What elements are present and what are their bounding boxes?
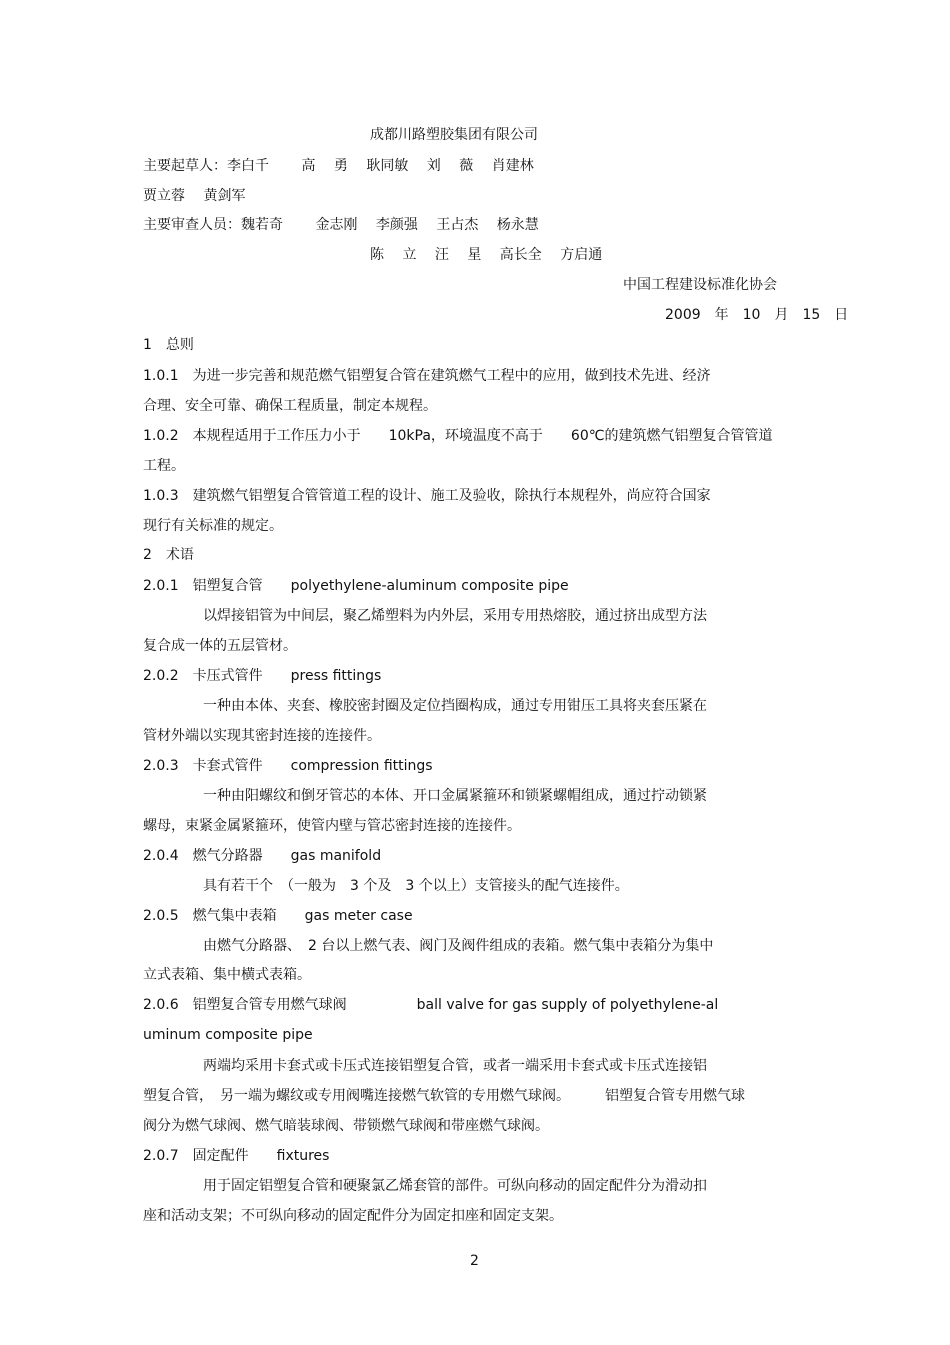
term-2-0-5-definition-cont: 立式表箱、集中横式表箱。 (143, 967, 311, 983)
drafters-line-2: 贾立蓉 黄剑军 (143, 188, 246, 204)
term-2-0-2-heading: 2.0.2 卡压式管件 press fittings (143, 668, 382, 684)
clause-1-0-1: 1.0.1 为进一步完善和规范燃气铝塑复合管在建筑燃气工程中的应用，做到技术先进、经济 (143, 368, 711, 384)
term-2-0-6-definition-cont-2: 阀分为燃气球阀、燃气暗装球阀、带锁燃气球阀和带座燃气球阀。 (143, 1118, 549, 1134)
term-2-0-7-definition-cont: 座和活动支架；不可纵向移动的固定配件分为固定扣座和固定支架。 (143, 1208, 563, 1224)
reviewers-line-2: 陈 立 汪 星 高长全 方启通 (370, 247, 603, 263)
term-2-0-6-heading-cont: uminum composite pipe (143, 1027, 313, 1043)
organization-name: 成都川路塑胶集团有限公司 (370, 127, 538, 143)
section-2-title: 2 术语 (143, 547, 194, 563)
drafters-line-1: 主要起草人：李白千 高 勇 耿同敏 刘 薇 肖建林 (143, 158, 534, 174)
term-2-0-4-heading: 2.0.4 燃气分路器 gas manifold (143, 848, 382, 864)
term-2-0-6-definition: 两端均采用卡套式或卡压式连接铝塑复合管，或者一端采用卡套式或卡压式连接铝 (203, 1058, 707, 1074)
section-1-title: 1 总则 (143, 337, 194, 353)
clause-1-0-3-cont: 现行有关标准的规定。 (143, 518, 283, 534)
term-2-0-1-definition-cont: 复合成一体的五层管材。 (143, 638, 297, 654)
publish-date: 2009 年 10 月 15 日 (665, 307, 849, 323)
term-2-0-3-heading: 2.0.3 卡套式管件 compression fittings (143, 758, 433, 774)
term-2-0-5-heading: 2.0.5 燃气集中表箱 gas meter case (143, 908, 413, 924)
reviewers-line-1: 主要审查人员：魏若奇 金志刚 李颜强 王占杰 杨永慧 (143, 217, 539, 233)
term-2-0-1-definition: 以焊接铝管为中间层，聚乙烯塑料为内外层，采用专用热熔胶，通过挤出成型方法 (203, 608, 707, 624)
term-2-0-6-heading: 2.0.6 铝塑复合管专用燃气球阀 ball valve for gas supply of polyethylene-al (143, 997, 719, 1013)
clause-1-0-2-cont: 工程。 (143, 458, 185, 474)
term-2-0-1-heading: 2.0.1 铝塑复合管 polyethylene-aluminum composite pipe (143, 578, 569, 594)
clause-1-0-3: 1.0.3 建筑燃气铝塑复合管管道工程的设计、施工及验收，除执行本规程外，尚应符合国家 (143, 488, 711, 504)
term-2-0-7-definition: 用于固定铝塑复合管和硬聚氯乙烯套管的部件。可纵向移动的固定配件分为滑动扣 (203, 1178, 707, 1194)
clause-1-0-1-cont: 合理、安全可靠、确保工程质量，制定本规程。 (143, 398, 437, 414)
term-2-0-5-definition: 由燃气分路器、 2 台以上燃气表、阀门及阀件组成的表箱。燃气集中表箱分为集中 (203, 938, 714, 954)
term-2-0-2-definition: 一种由本体、夹套、橡胶密封圈及定位挡圈构成，通过专用钳压工具将夹套压紧在 (203, 698, 707, 714)
term-2-0-6-definition-cont: 塑复合管， 另一端为螺纹或专用阀嘴连接燃气软管的专用燃气球阀。 铝塑复合管专用燃气球 (143, 1088, 745, 1104)
term-2-0-3-definition: 一种由阳螺纹和倒牙管芯的本体、开口金属紧箍环和锁紧螺帽组成，通过拧动锁紧 (203, 788, 707, 804)
page-number: 2 (470, 1253, 479, 1269)
clause-1-0-2: 1.0.2 本规程适用于工作压力小于 10kPa，环境温度不高于 60℃的建筑燃气铝塑复合管管道 (143, 428, 773, 444)
term-2-0-3-definition-cont: 螺母，束紧金属紧箍环，使管内壁与管芯密封连接的连接件。 (143, 818, 521, 834)
term-2-0-4-definition: 具有若干个 （一般为 3 个及 3 个以上）支管接头的配气连接件。 (203, 878, 629, 894)
publisher: 中国工程建设标准化协会 (623, 277, 777, 293)
term-2-0-7-heading: 2.0.7 固定配件 fixtures (143, 1148, 330, 1164)
term-2-0-2-definition-cont: 管材外端以实现其密封连接的连接件。 (143, 728, 381, 744)
